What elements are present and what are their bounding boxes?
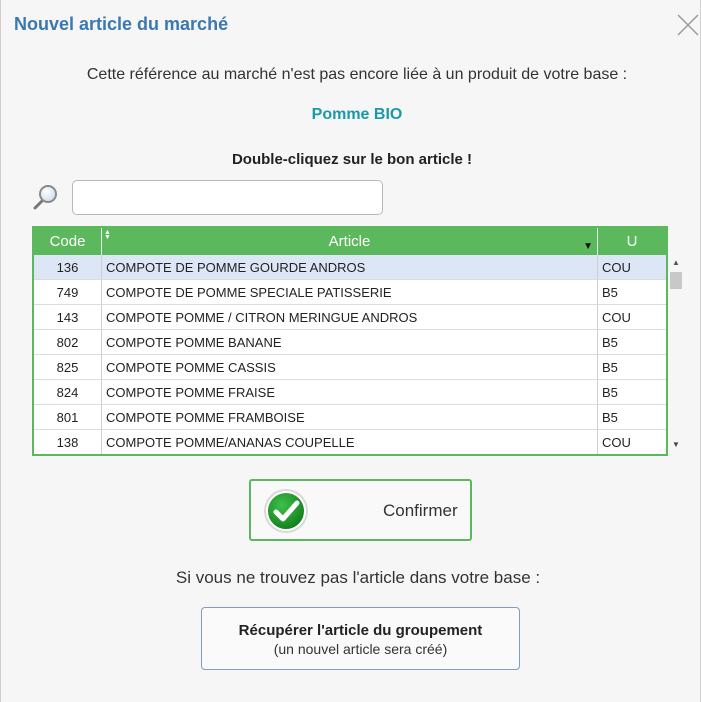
check-icon xyxy=(263,488,309,534)
scroll-down-arrow-icon[interactable]: ▼ xyxy=(672,440,680,449)
cell-code: 825 xyxy=(34,355,102,380)
cell-article: COMPOTE DE POMME GOURDE ANDROS xyxy=(102,255,598,280)
table-row[interactable] xyxy=(34,305,666,330)
cell-article: COMPOTE POMME / CITRON MERINGUE ANDROS xyxy=(102,305,598,330)
cell-code: 824 xyxy=(34,380,102,405)
cell-code: 143 xyxy=(34,305,102,330)
table-row[interactable] xyxy=(34,255,666,280)
table-row[interactable] xyxy=(34,380,666,405)
scroll-up-arrow-icon[interactable]: ▲ xyxy=(672,258,680,267)
cell-code: 138 xyxy=(34,430,102,455)
column-header-code[interactable] xyxy=(34,228,102,255)
scrollbar-thumb[interactable] xyxy=(670,272,682,289)
cell-unit: B5 xyxy=(598,280,667,305)
confirm-button[interactable] xyxy=(249,479,472,541)
cell-article: COMPOTE POMME FRAMBOISE xyxy=(102,405,598,430)
magnifier-icon xyxy=(32,183,60,211)
cell-article: COMPOTE POMME CASSIS xyxy=(102,355,598,380)
product-name: Pomme BIO xyxy=(311,106,403,123)
cell-code: 801 xyxy=(34,405,102,430)
cell-article: COMPOTE POMME/ANANAS COUPELLE xyxy=(102,430,598,455)
cell-unit: B5 xyxy=(598,380,667,405)
cell-unit: B5 xyxy=(598,405,667,430)
fetch-button-sublabel: (un nouvel article sera créé) xyxy=(273,641,448,657)
articles-table xyxy=(32,226,668,456)
cell-code: 802 xyxy=(34,330,102,355)
fetch-from-group-button[interactable] xyxy=(201,607,520,670)
column-header-article-label: Article xyxy=(328,233,371,250)
table-row[interactable] xyxy=(34,280,666,305)
cell-code: 749 xyxy=(34,280,102,305)
cell-unit: COU xyxy=(598,430,667,455)
cell-article: COMPOTE POMME BANANE xyxy=(102,330,598,355)
cell-unit: B5 xyxy=(598,355,667,380)
search-input[interactable] xyxy=(72,180,383,215)
dialog-title: Nouvel article du marché xyxy=(14,14,229,34)
column-header-article[interactable] xyxy=(102,228,598,255)
column-header-unit[interactable] xyxy=(598,228,667,255)
not-found-text: Si vous ne trouvez pas l'article dans votre base : xyxy=(175,568,541,587)
cell-unit: COU xyxy=(598,255,667,280)
close-icon[interactable] xyxy=(676,12,700,38)
intro-text: Cette référence au marché n'est pas encore liée à un produit de votre base : xyxy=(86,66,628,83)
fetch-button-label: Récupérer l'article du groupement xyxy=(238,622,483,639)
column-header-unit-label: U xyxy=(626,233,638,250)
table-header-row xyxy=(34,228,666,255)
confirm-button-label: Confirmer xyxy=(383,501,458,520)
table-row[interactable] xyxy=(34,430,666,455)
sort-desc-icon: ▼ xyxy=(583,241,593,252)
column-header-code-label: Code xyxy=(49,233,86,250)
instruction-text: Double-cliquez sur le bon article ! xyxy=(231,151,473,168)
cell-unit: B5 xyxy=(598,330,667,355)
cell-code: 136 xyxy=(34,255,102,280)
sort-toggle-icon[interactable]: ▲ ▼ xyxy=(104,229,111,241)
cell-unit: COU xyxy=(598,305,667,330)
cell-article: COMPOTE POMME FRAISE xyxy=(102,380,598,405)
table-row[interactable] xyxy=(34,330,666,355)
cell-article: COMPOTE DE POMME SPECIALE PATISSERIE xyxy=(102,280,598,305)
table-row[interactable] xyxy=(34,355,666,380)
table-row[interactable] xyxy=(34,405,666,430)
